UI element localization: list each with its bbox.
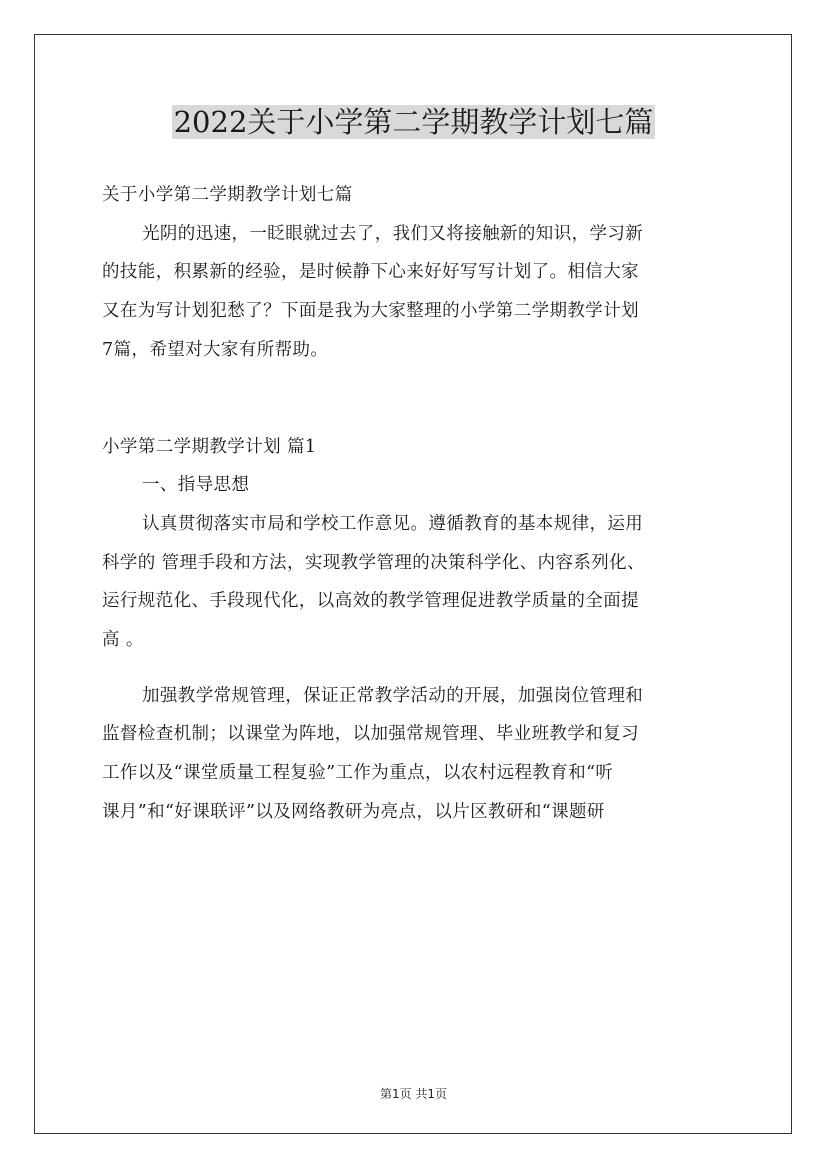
paragraph-line: 认真贯彻落实市局和学校工作意见。遵循教育的基本规律，运用 [142,513,644,534]
document-body [102,176,727,832]
page-number: 第1页 共1页 [379,1087,448,1101]
document-subtitle: 关于小学第二学期教学计划七篇 [102,185,353,205]
intro-line: 7篇，希望对大家有所帮助。 [102,339,329,360]
paragraph-line: 监督检查机制；以课堂为阵地，以加强常规管理、毕业班教学和复习 [102,724,639,745]
paragraph-line: 加强教学常规管理，保证正常教学活动的开展，加强岗位管理和 [142,685,644,706]
intro-line: 的技能，积累新的经验，是时候静下心来好好写写计划了。相信大家 [102,262,639,283]
spacer [102,660,727,677]
spacer [102,370,727,428]
intro-line: 光阴的迅速，一眨眼就过去了，我们又将接触新的知识，学习新 [142,223,644,244]
paragraph-line: 科学的 管理手段和方法，实现教学管理的决策科学化、内容系列化、 [102,552,645,573]
intro-line: 又在为写计划犯愁了？下面是我为大家整理的小学第二学期教学计划 [102,301,639,322]
paragraph-line: 课月”和“好课联评”以及网络教研为亮点，以片区教研和“课题研 [102,801,605,822]
paragraph-line: 高 。 [102,630,144,651]
paragraph-line: 运行规范化、手段现代化，以高效的教学管理促进教学质量的全面提 [102,591,639,612]
document-title: 2022关于小学第二学期教学计划七篇 [173,105,654,139]
subheading: 一、指导思想 [142,475,250,496]
paragraph-line: 工作以及“课堂质量工程复验”工作为重点，以农村远程教育和“听 [102,763,614,784]
section-heading: 小学第二学期教学计划 篇1 [102,436,317,457]
